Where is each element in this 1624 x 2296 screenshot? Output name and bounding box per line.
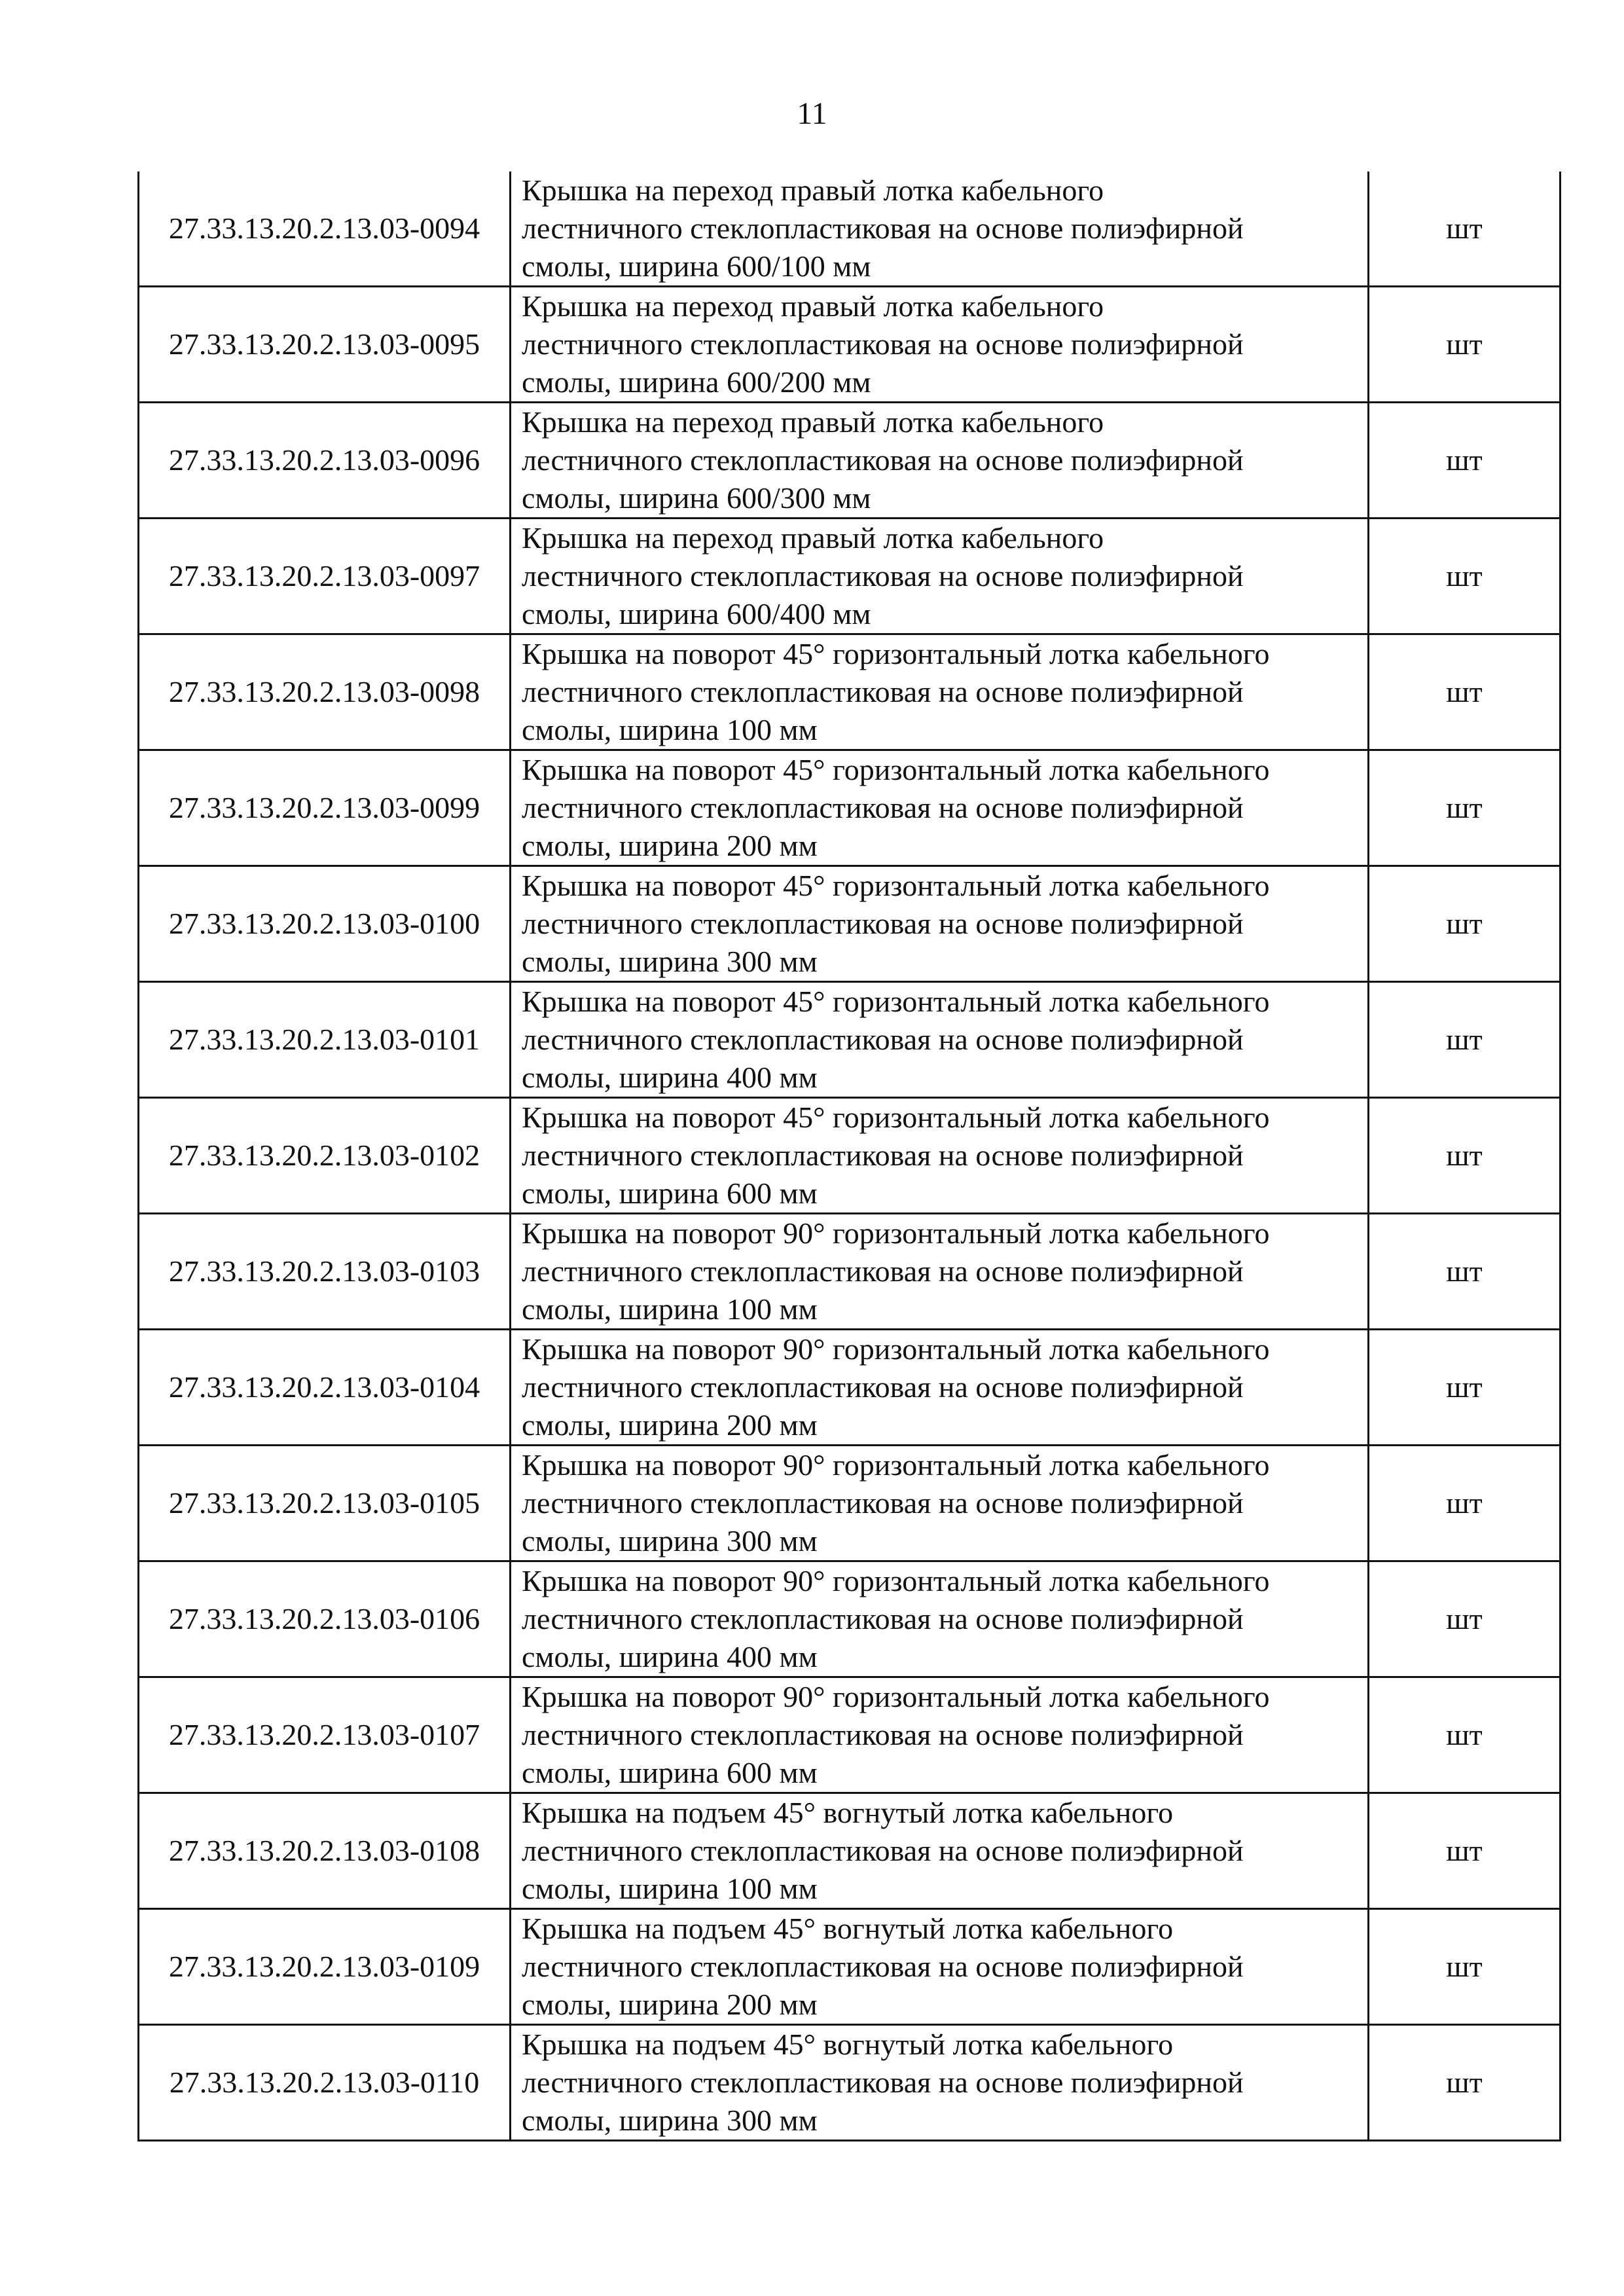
- table-row: [139, 1909, 1561, 2025]
- description-line: лестничного стеклопластиковая на основе полиэфирной: [522, 907, 1244, 940]
- description-line: смолы, ширина 600/400 мм: [522, 597, 871, 630]
- description-line: смолы, ширина 300 мм: [522, 1524, 818, 1558]
- description-line: Крышка на поворот 45° горизонтальный лотка кабельного: [522, 985, 1270, 1018]
- description-line: Крышка на подъем 45° вогнутый лотка кабельного: [522, 1912, 1174, 1945]
- unit-of-measure: шт: [1369, 519, 1561, 634]
- unit-of-measure: шт: [1369, 2025, 1561, 2141]
- table-row: [139, 403, 1561, 519]
- resource-description: [511, 519, 1369, 634]
- resource-description: [511, 1098, 1369, 1214]
- unit-of-measure: шт: [1369, 1561, 1561, 1677]
- resource-code: 27.33.13.20.2.13.03-0105: [139, 1446, 511, 1561]
- unit-of-measure: шт: [1369, 1330, 1561, 1446]
- description-line: лестничного стеклопластиковая на основе полиэфирной: [522, 1718, 1244, 1751]
- description-line: Крышка на поворот 90° горизонтальный лотка кабельного: [522, 1332, 1270, 1366]
- resource-description: [511, 1330, 1369, 1446]
- description-line: Крышка на переход правый лотка кабельного: [522, 173, 1104, 207]
- description-line: смолы, ширина 100 мм: [522, 1292, 818, 1326]
- table-row: [139, 1098, 1561, 1214]
- unit-of-measure: шт: [1369, 1793, 1561, 1909]
- description-line: смолы, ширина 600/300 мм: [522, 481, 871, 515]
- resource-code: 27.33.13.20.2.13.03-0109: [139, 1909, 511, 2025]
- unit-of-measure: шт: [1369, 750, 1561, 866]
- description-line: лестничного стеклопластиковая на основе полиэфирной: [522, 1834, 1244, 1867]
- description-line: Крышка на поворот 45° горизонтальный лотка кабельного: [522, 753, 1270, 786]
- description-line: Крышка на поворот 90° горизонтальный лотка кабельного: [522, 1448, 1270, 1482]
- resource-description: [511, 1677, 1369, 1793]
- resource-description: [511, 1214, 1369, 1330]
- table-row: [139, 634, 1561, 750]
- description-line: Крышка на переход правый лотка кабельного: [522, 405, 1104, 439]
- resource-description: [511, 1446, 1369, 1561]
- resource-description: [511, 1909, 1369, 2025]
- unit-of-measure: шт: [1369, 982, 1561, 1098]
- resource-code: 27.33.13.20.2.13.03-0100: [139, 866, 511, 982]
- description-line: Крышка на поворот 45° горизонтальный лотка кабельного: [522, 1101, 1270, 1134]
- description-line: лестничного стеклопластиковая на основе полиэфирной: [522, 1254, 1244, 1288]
- description-line: Крышка на поворот 90° горизонтальный лотка кабельного: [522, 1564, 1270, 1597]
- resource-code: 27.33.13.20.2.13.03-0095: [139, 287, 511, 403]
- table-row: [139, 1330, 1561, 1446]
- description-line: лестничного стеклопластиковая на основе полиэфирной: [522, 1602, 1244, 1635]
- unit-of-measure: шт: [1369, 1098, 1561, 1214]
- table-row: [139, 1561, 1561, 1677]
- unit-of-measure: шт: [1369, 1214, 1561, 1330]
- description-line: смолы, ширина 400 мм: [522, 1640, 818, 1673]
- description-line: лестничного стеклопластиковая на основе полиэфирной: [522, 791, 1244, 824]
- resource-table-body: [139, 172, 1561, 2141]
- resource-table: [137, 172, 1561, 2141]
- resource-description: [511, 1561, 1369, 1677]
- description-line: Крышка на подъем 45° вогнутый лотка кабельного: [522, 2028, 1174, 2061]
- resource-code: 27.33.13.20.2.13.03-0106: [139, 1561, 511, 1677]
- description-line: Крышка на поворот 45° горизонтальный лотка кабельного: [522, 869, 1270, 902]
- table-row: [139, 172, 1561, 287]
- table-row: [139, 866, 1561, 982]
- resource-code: 27.33.13.20.2.13.03-0094: [139, 172, 511, 287]
- resource-description: [511, 1793, 1369, 1909]
- unit-of-measure: шт: [1369, 1446, 1561, 1561]
- unit-of-measure: шт: [1369, 172, 1561, 287]
- resource-description: [511, 750, 1369, 866]
- unit-of-measure: шт: [1369, 866, 1561, 982]
- table-row: [139, 750, 1561, 866]
- table-row: [139, 1214, 1561, 1330]
- description-line: лестничного стеклопластиковая на основе полиэфирной: [522, 1139, 1244, 1172]
- description-line: Крышка на поворот 90° горизонтальный лотка кабельного: [522, 1680, 1270, 1713]
- description-line: Крышка на переход правый лотка кабельного: [522, 289, 1104, 323]
- description-line: лестничного стеклопластиковая на основе полиэфирной: [522, 1486, 1244, 1520]
- resource-code: 27.33.13.20.2.13.03-0107: [139, 1677, 511, 1793]
- description-line: смолы, ширина 600/200 мм: [522, 365, 871, 399]
- description-line: лестничного стеклопластиковая на основе полиэфирной: [522, 211, 1244, 245]
- description-line: Крышка на подъем 45° вогнутый лотка кабельного: [522, 1796, 1174, 1829]
- description-line: лестничного стеклопластиковая на основе полиэфирной: [522, 1023, 1244, 1056]
- description-line: смолы, ширина 600 мм: [522, 1176, 818, 1210]
- table-row: [139, 519, 1561, 634]
- resource-description: [511, 634, 1369, 750]
- resource-description: [511, 982, 1369, 1098]
- table-row: [139, 287, 1561, 403]
- resource-description: [511, 287, 1369, 403]
- description-line: смолы, ширина 100 мм: [522, 713, 818, 746]
- resource-code: 27.33.13.20.2.13.03-0097: [139, 519, 511, 634]
- description-line: смолы, ширина 200 мм: [522, 1408, 818, 1442]
- description-line: смолы, ширина 200 мм: [522, 1988, 818, 2021]
- unit-of-measure: шт: [1369, 287, 1561, 403]
- resource-description: [511, 2025, 1369, 2141]
- resource-description: [511, 172, 1369, 287]
- description-line: лестничного стеклопластиковая на основе полиэфирной: [522, 443, 1244, 477]
- resource-code: 27.33.13.20.2.13.03-0102: [139, 1098, 511, 1214]
- description-line: лестничного стеклопластиковая на основе полиэфирной: [522, 1370, 1244, 1404]
- resource-code: 27.33.13.20.2.13.03-0108: [139, 1793, 511, 1909]
- resource-description: [511, 866, 1369, 982]
- page-number: 11: [797, 96, 827, 131]
- resource-code: 27.33.13.20.2.13.03-0096: [139, 403, 511, 519]
- resource-code: 27.33.13.20.2.13.03-0110: [139, 2025, 511, 2141]
- table-row: [139, 1446, 1561, 1561]
- description-line: Крышка на поворот 90° горизонтальный лотка кабельного: [522, 1216, 1270, 1250]
- table-row: [139, 982, 1561, 1098]
- description-line: смолы, ширина 200 мм: [522, 829, 818, 862]
- description-line: смолы, ширина 300 мм: [522, 945, 818, 978]
- description-line: смолы, ширина 100 мм: [522, 1872, 818, 1905]
- description-line: смолы, ширина 600/100 мм: [522, 249, 871, 283]
- description-line: лестничного стеклопластиковая на основе полиэфирной: [522, 1950, 1244, 1983]
- description-line: смолы, ширина 300 мм: [522, 2104, 818, 2137]
- description-line: смолы, ширина 600 мм: [522, 1756, 818, 1789]
- description-line: лестничного стеклопластиковая на основе полиэфирной: [522, 675, 1244, 708]
- table-row: [139, 2025, 1561, 2141]
- description-line: лестничного стеклопластиковая на основе полиэфирной: [522, 2066, 1244, 2099]
- table-row: [139, 1793, 1561, 1909]
- resource-code: 27.33.13.20.2.13.03-0103: [139, 1214, 511, 1330]
- description-line: Крышка на переход правый лотка кабельного: [522, 521, 1104, 555]
- resource-code: 27.33.13.20.2.13.03-0101: [139, 982, 511, 1098]
- unit-of-measure: шт: [1369, 1677, 1561, 1793]
- unit-of-measure: шт: [1369, 1909, 1561, 2025]
- resource-code: 27.33.13.20.2.13.03-0099: [139, 750, 511, 866]
- description-line: лестничного стеклопластиковая на основе полиэфирной: [522, 559, 1244, 592]
- resource-code: 27.33.13.20.2.13.03-0104: [139, 1330, 511, 1446]
- resource-code: 27.33.13.20.2.13.03-0098: [139, 634, 511, 750]
- unit-of-measure: шт: [1369, 634, 1561, 750]
- description-line: лестничного стеклопластиковая на основе полиэфирной: [522, 327, 1244, 361]
- unit-of-measure: шт: [1369, 403, 1561, 519]
- table-row: [139, 1677, 1561, 1793]
- description-line: смолы, ширина 400 мм: [522, 1061, 818, 1094]
- resource-description: [511, 403, 1369, 519]
- description-line: Крышка на поворот 45° горизонтальный лотка кабельного: [522, 637, 1270, 670]
